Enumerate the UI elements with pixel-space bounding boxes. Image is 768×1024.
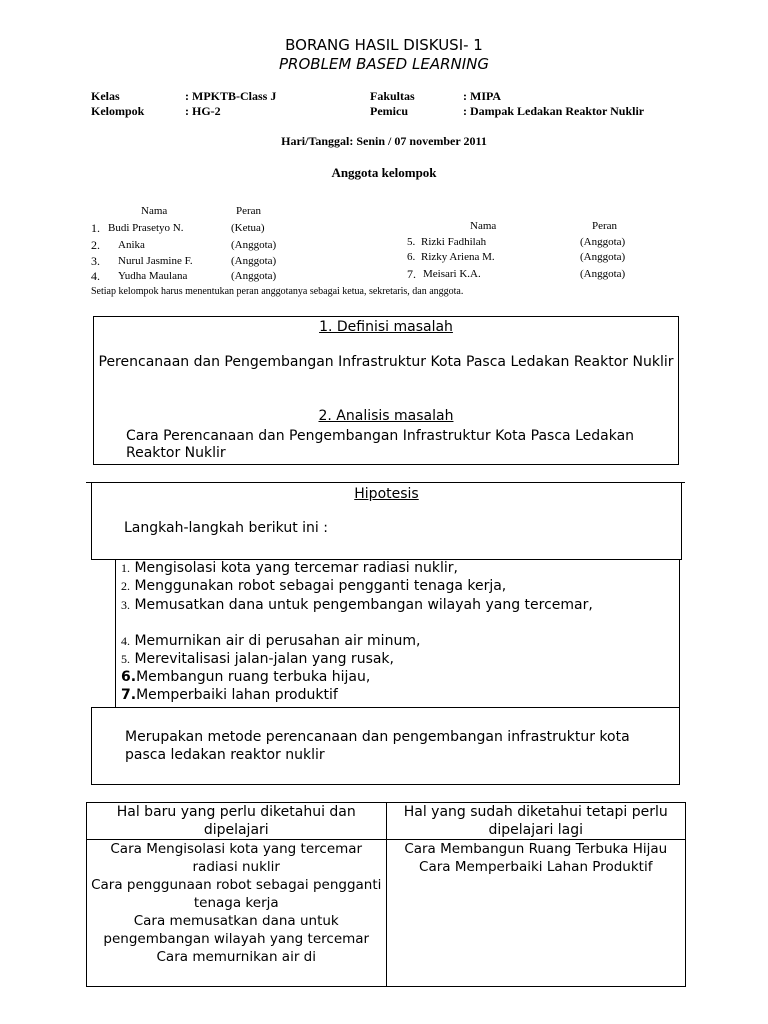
hipotesis-heading: Hipotesis [354,486,419,502]
member-role: (Anggota) [231,239,277,251]
members-right-col-peran: Peran [592,220,618,232]
kelompok-label: Kelompok [91,104,145,118]
list-item [121,651,673,668]
form-subtitle: PROBLEM BASED LEARNING [279,55,489,73]
member-number: 1. [91,221,100,235]
member-name: Anika [118,239,145,251]
list-item: Cara Mengisolasi kota yang tercemar radiasi nuklir [110,841,363,875]
member-role: (Ketua) [231,222,265,234]
table-header-row [87,803,686,840]
members-left-col-nama: Nama [141,205,168,217]
conclusion-box [91,707,680,785]
step-number: 4. [121,634,130,648]
member-name: Nurul Jasmine F. [118,255,193,267]
step-text: Memurnikan air di perusahan air minum, [134,633,421,649]
pemicu-label: Pemicu [370,104,408,118]
list-item [121,578,673,595]
step-number: 5. [121,652,130,666]
members-heading: Anggota kelompok [331,165,437,180]
member-number: 2. [91,238,100,252]
step-text: Mengisolasi kota yang tercemar radiasi nuklir, [134,560,458,576]
pemicu-value: : Dampak Ledakan Reaktor Nuklir [463,104,645,118]
list-item [121,633,673,650]
member-row [407,267,416,282]
step-text: Memusatkan dana untuk pengembangan wilayah yang tercemar, [134,597,593,613]
kelas-value: : MPKTB-Class J [185,89,277,103]
analisis-text: Cara Perencanaan dan Pengembangan Infrastruktur Kota Pasca Ledakan Reaktor Nuklir [126,428,635,461]
member-name: Rizky Ariena M. [421,251,495,263]
col-new-header: Hal baru yang perlu diketahui dan dipelajari [87,803,387,840]
members-left-col-peran: Peran [236,205,262,217]
hipotesis-box [91,483,682,560]
step-number: 6. [121,669,137,685]
list-item [121,687,673,704]
member-number: 3. [91,254,100,268]
member-row [91,238,100,253]
conclusion-text: Merupakan metode perencanaan dan pengembangan infrastruktur kota pasca ledakan reaktor nuklir [125,729,630,763]
members-note: Setiap kelompok harus menentukan peran anggotanya sebagai ketua, sekretaris, dan anggota. [91,286,464,297]
list-item [121,669,673,686]
hipotesis-intro: Langkah-langkah berikut ini : [124,520,328,536]
member-row [91,254,100,269]
member-role: (Anggota) [231,255,277,267]
member-role: (Anggota) [580,236,626,248]
list-item [121,597,673,614]
step-number: 2. [121,579,130,593]
step-number: 7. [121,687,137,703]
member-name: Yudha Maulana [118,270,188,282]
member-role: (Anggota) [580,268,626,280]
hipotesis-steps [115,559,680,707]
member-number: 6. [407,251,416,263]
member-number: 4. [91,269,100,283]
kelas-label: Kelas [91,89,120,103]
member-number: 5. [407,236,416,248]
list-item: Cara Memperbaiki Lahan Produktif [419,859,653,875]
kelompok-value: : HG-2 [185,104,221,118]
step-text: Membangun ruang terbuka hijau, [136,669,371,685]
fakultas-label: Fakultas [370,89,415,103]
member-row [91,221,100,236]
step-number: 1. [121,561,130,575]
form-title: BORANG HASIL DISKUSI- 1 [285,36,483,54]
col-known-cell [386,840,686,987]
step-text: Memperbaiki lahan produktif [136,687,338,703]
col-new-cell [87,840,387,987]
step-text: Menggunakan robot sebagai pengganti tenaga kerja, [134,578,507,594]
member-role: (Anggota) [580,251,626,263]
list-item [121,560,673,577]
definisi-text: Perencanaan dan Pengembangan Infrastruktur Kota Pasca Ledakan Reaktor Nuklir [98,354,674,370]
member-name: Budi Prasetyo N. [108,222,184,234]
members-right-col-nama: Nama [470,220,497,232]
list-item: Cara memurnikan air di [156,949,316,965]
learning-table [86,802,686,987]
list-item: Cara Membangun Ruang Terbuka Hijau [404,841,668,857]
list-item: Cara penggunaan robot sebagai pengganti tenaga kerja [91,877,382,911]
definisi-heading: 1. Definisi masalah [319,319,453,335]
member-name: Meisari K.A. [423,268,481,280]
step-text: Merevitalisasi jalan-jalan yang rusak, [134,651,394,667]
col-known-header: Hal yang sudah diketahui tetapi perlu dipelajari lagi [386,803,686,840]
member-role: (Anggota) [231,270,277,282]
member-name: Rizki Fadhilah [421,236,487,248]
member-number: 7. [407,267,416,281]
problem-box [93,316,679,465]
date-line: Hari/Tanggal: Senin / 07 november 2011 [281,134,487,148]
member-row [91,269,100,284]
fakultas-value: : MIPA [463,89,502,103]
table-row [87,840,686,987]
list-item: Cara memusatkan dana untuk pengembangan wilayah yang tercemar [103,913,370,947]
analisis-heading: 2. Analisis masalah [318,408,454,424]
step-number: 3. [121,598,130,612]
